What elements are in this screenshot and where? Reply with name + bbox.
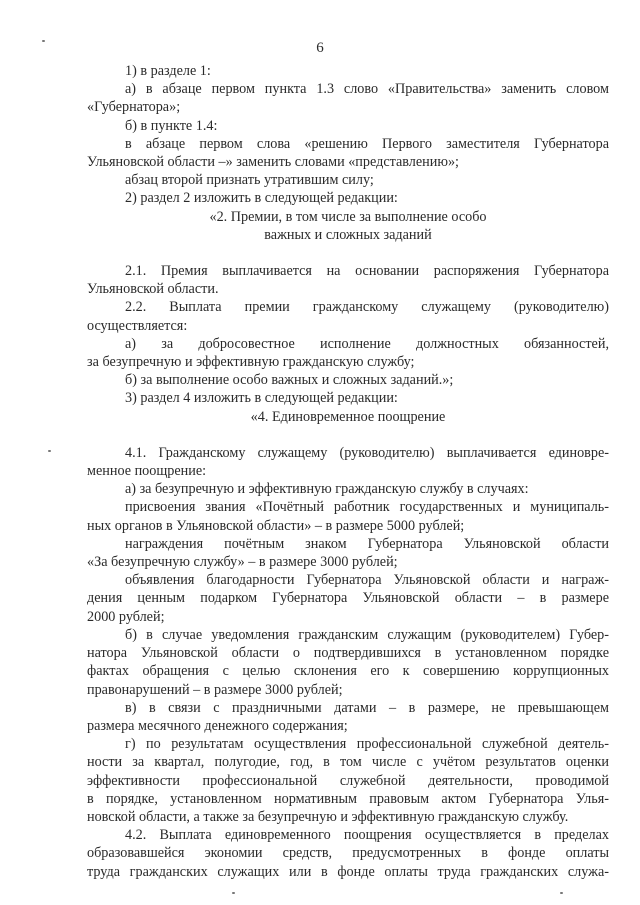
text-line: «Губернатора»;: [87, 99, 181, 116]
text-line: Ульяновской области.: [87, 281, 219, 298]
text-line: 3) раздел 4 изложить в следующей редакции:: [125, 390, 398, 407]
spacer: [87, 426, 609, 444]
scan-speck: [560, 892, 563, 894]
text-line: б) в пункте 1.4:: [125, 117, 218, 134]
text-line: 4.1. Гражданскому служащему (руководителю) выплачивается единовре-: [125, 444, 609, 461]
scan-speck: [48, 450, 51, 452]
text-line: Ульяновской области –» заменить словами «представлению»;: [87, 154, 459, 171]
text-line: менное поощрение:: [87, 463, 207, 480]
text-line: размера месячного денежного содержания;: [87, 717, 348, 734]
scan-speck: [232, 892, 235, 894]
text-line: а) в абзаце первом пункта 1.3 слово «Правительства» заменить словом: [125, 81, 609, 98]
document-body: [87, 62, 609, 881]
text-line: 4.2. Выплата единовременного поощрения осуществляется в пределах: [125, 827, 609, 844]
text-line: натора Ульяновской области о подтвердившихся в установленном порядке: [87, 645, 609, 662]
text-line: новской области, а также за безупречную и эффективную гражданскую службу.: [87, 808, 569, 825]
text-line: ных органов в Ульяновской области» – в размере 5000 рублей;: [87, 517, 465, 534]
text-line: а) за безупречную и эффективную гражданскую службу в случаях:: [125, 481, 529, 498]
text-line: образовавшейся экономии средств, предусмотренных в фонде оплаты: [87, 845, 609, 862]
text-line: осуществляется:: [87, 317, 188, 334]
text-line: а) за добросовестное исполнение должностных обязанностей,: [125, 335, 609, 352]
spacer: [87, 244, 609, 262]
text-line: за безупречную и эффективную гражданскую службу;: [87, 354, 415, 371]
text-line: 2.1. Премия выплачивается на основании распоряжения Губернатора: [125, 263, 609, 280]
text-line: правонарушений – в размере 3000 рублей;: [87, 681, 343, 698]
text-line: труда гражданских служащих или в фонде оплаты труда гражданских служа-: [87, 863, 609, 880]
text-line: б) за выполнение особо важных и сложных заданий.»;: [125, 372, 454, 389]
text-line: в порядке, установленном нормативным правовым актом Губернатора Улья-: [87, 790, 609, 807]
text-line: абзац второй признать утратившим силу;: [125, 172, 374, 189]
scan-speck: [42, 40, 45, 42]
text-line: дения ценным подарком Губернатора Ульяновской области – в размере: [87, 590, 609, 607]
section-heading-2-line2: важных и сложных заданий: [264, 226, 432, 243]
text-line: 2.2. Выплата премии гражданскому служащему (руководителю): [125, 299, 609, 316]
text-line: ности за квартал, полугодие, год, в том числе с учётом результатов оценки: [87, 754, 609, 771]
text-line: присвоения звания «Почётный работник государственных и муниципаль-: [125, 499, 609, 516]
section-heading-4: «4. Единовременное поощрение: [250, 408, 446, 425]
text-line: в абзаце первом слова «решению Первого заместителя Губернатора: [125, 135, 609, 152]
text-line: в) в связи с праздничными датами – в размере, не превышающем: [125, 699, 609, 716]
text-line: эффективности профессиональной служебной деятельности, проводимой: [87, 772, 609, 789]
text-line: г) по результатам осуществления профессиональной служебной деятель-: [125, 736, 609, 753]
text-line: б) в случае уведомления гражданским служащим (руководителем) Губер-: [125, 626, 609, 643]
text-line: 2000 рублей;: [87, 608, 165, 625]
text-line: «За безупречную службу» – в размере 3000 рублей;: [87, 554, 398, 571]
text-line: награждения почётным знаком Губернатора Ульяновской области: [125, 535, 609, 552]
text-line: объявления благодарности Губернатора Ульяновской области и награж-: [125, 572, 609, 589]
text-line: 2) раздел 2 изложить в следующей редакции:: [125, 190, 398, 207]
page-number: 6: [316, 40, 324, 56]
section-heading-2-line1: «2. Премии, в том числе за выполнение особо: [209, 208, 487, 225]
text-line: фактах обращения с целью склонения его к совершению коррупционных: [87, 663, 609, 680]
text-line: 1) в разделе 1:: [125, 63, 211, 79]
